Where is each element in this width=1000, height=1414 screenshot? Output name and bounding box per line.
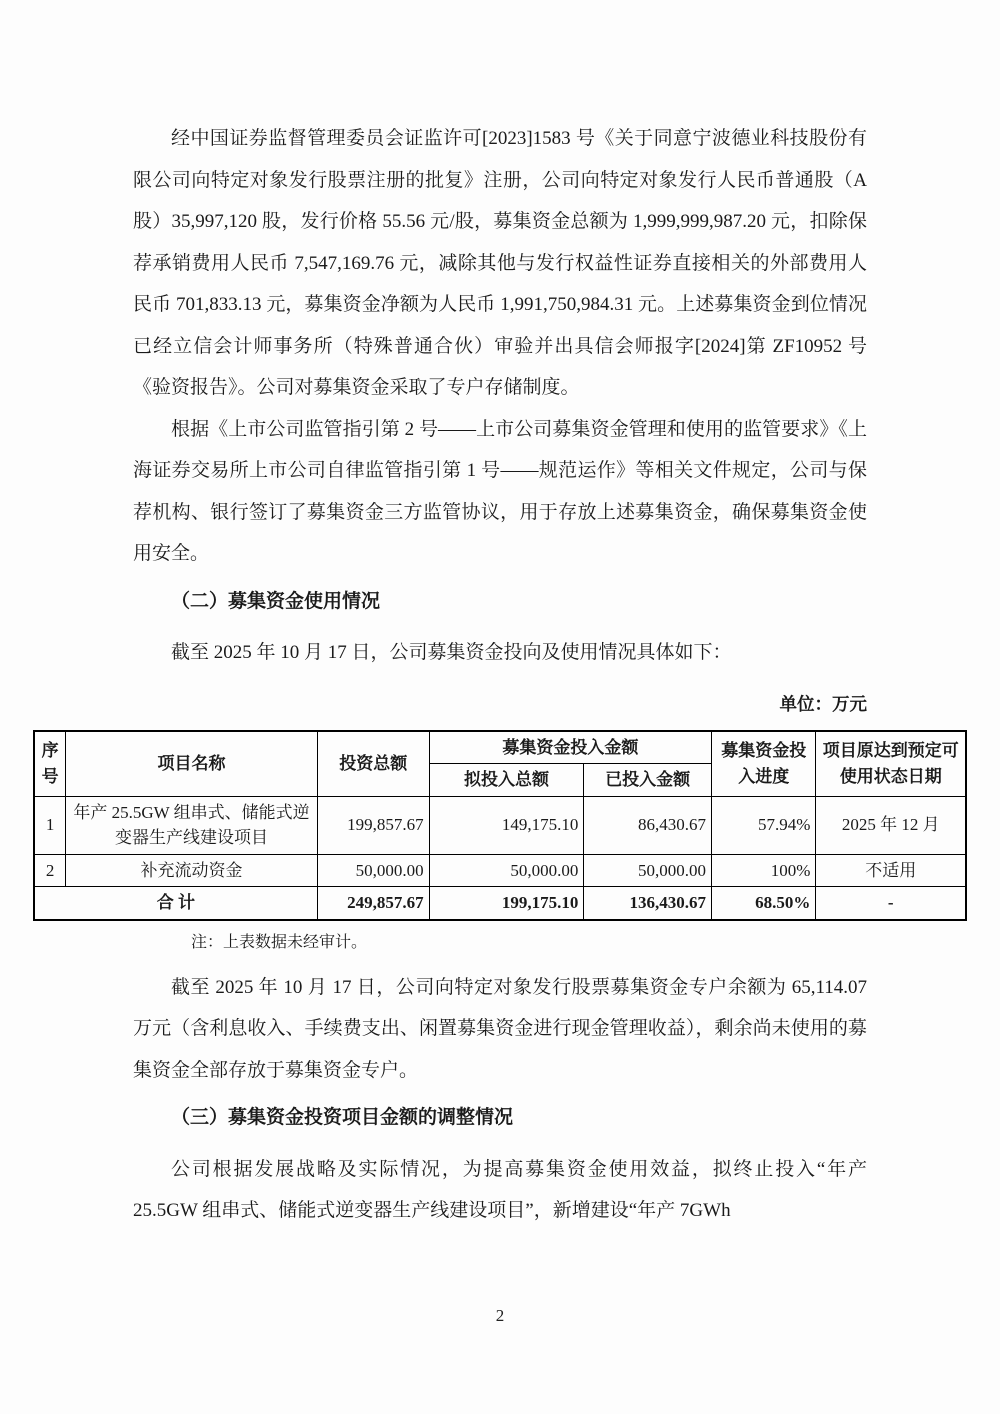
- paragraph-adjustment-intro: 公司根据发展战略及实际情况，为提高募集资金使用效益，拟终止投入“年产 25.5GW 组串式、储能式逆变器生产线建设项目”，新增建设“年产 7GWh: [133, 1158, 867, 1221]
- cell-total-investment-sum: 249,857.67: [317, 887, 429, 920]
- cell-planned-amount: 149,175.10: [429, 796, 584, 854]
- section-heading-fund-usage: （二）募集资金使用情况: [171, 590, 381, 612]
- cell-progress-sum: 68.50%: [712, 887, 816, 920]
- table-row-project-1: [34, 796, 966, 854]
- cell-progress: 57.94%: [712, 796, 816, 854]
- table-total-row: [34, 887, 966, 920]
- body-text-block-lower: [133, 929, 867, 1232]
- header-planned-amount: 拟投入总额: [429, 764, 584, 797]
- cell-invested-amount: 50,000.00: [584, 854, 712, 887]
- cell-invested-sum: 136,430.67: [584, 887, 712, 920]
- paragraph-registration-approval: 经中国证券监督管理委员会证监许可[2023]1583 号《关于同意宁波德业科技股份有限公司向特定对象发行股票注册的批复》注册，公司向特定对象发行人民币普通股（A 股）35,997,120 股，发行价格 55.56 元/股，募集资金总额为 1,999,999,987.20 元，扣除保荐承销费用人民币 7,547,169.76 元，减除其他与发行权益性证券直接相关的外部费用人民币 701,833.13 元，募集资金净额为人民币 1,991,750,984.31 元。上述募集资金到位情况已经立信会计师事务所（特殊普通合伙）审验并出具信会师报字[2024]第 ZF10952 号《验资报告》。公司对募集资金采取了专户存储制度。: [133, 128, 867, 398]
- header-raised-funds-group: 募集资金投入金额: [429, 731, 711, 764]
- cell-progress: 100%: [712, 854, 816, 887]
- header-project-name: 项目名称: [66, 731, 318, 797]
- header-total-investment: 投资总额: [317, 731, 429, 797]
- cell-planned-amount: 50,000.00: [429, 854, 584, 887]
- cell-project-name: 补充流动资金: [66, 854, 318, 887]
- cell-date-sum: -: [816, 887, 966, 920]
- section-heading-adjustment: （三）募集资金投资项目金额的调整情况: [171, 1107, 514, 1128]
- paragraph-account-balance: 截至 2025 年 10 月 17 日，公司向特定对象发行股票募集资金专户余额为 65,114.07 万元（含利息收入、手续费支出、闲置募集资金进行现金管理收益），剩余尚未使用的募集资金全部存放于募集资金专户。: [133, 976, 867, 1081]
- page-number: 2: [495, 1306, 505, 1325]
- header-seq: 序号: [34, 731, 66, 797]
- cell-total-label: 合 计: [34, 887, 317, 920]
- table-unit-label: 单位：万元: [779, 693, 867, 714]
- cell-ready-date: 2025 年 12 月: [816, 796, 966, 854]
- cell-ready-date: 不适用: [816, 854, 966, 887]
- cell-total-investment: 199,857.67: [317, 796, 429, 854]
- cell-seq: 1: [34, 796, 66, 854]
- header-ready-date: 项目原达到预定可使用状态日期: [816, 731, 966, 797]
- header-invested-amount: 已投入金额: [584, 764, 712, 797]
- body-text-block: [133, 118, 867, 718]
- table-row-project-2: [34, 854, 966, 887]
- table-footnote: 注：上表数据未经审计。: [191, 933, 368, 951]
- table-header-row-1: [34, 731, 966, 764]
- cell-seq: 2: [34, 854, 66, 887]
- cell-total-investment: 50,000.00: [317, 854, 429, 887]
- cell-planned-sum: 199,175.10: [429, 887, 584, 920]
- fund-usage-table: [33, 730, 967, 921]
- cell-project-name: 年产 25.5GW 组串式、储能式逆变器生产线建设项目: [66, 796, 318, 854]
- paragraph-usage-intro: 截至 2025 年 10 月 17 日，公司募集资金投向及使用情况具体如下：: [171, 642, 732, 663]
- header-progress: 募集资金投入进度: [712, 731, 816, 797]
- cell-invested-amount: 86,430.67: [584, 796, 712, 854]
- paragraph-supervision-agreement: 根据《上市公司监管指引第 2 号——上市公司募集资金管理和使用的监管要求》《上海证券交易所上市公司自律监管指引第 1 号——规范运作》等相关文件规定，公司与保荐机构、银行签订了募集资金三方监管协议，用于存放上述募集资金，确保募集资金使用安全。: [133, 418, 867, 564]
